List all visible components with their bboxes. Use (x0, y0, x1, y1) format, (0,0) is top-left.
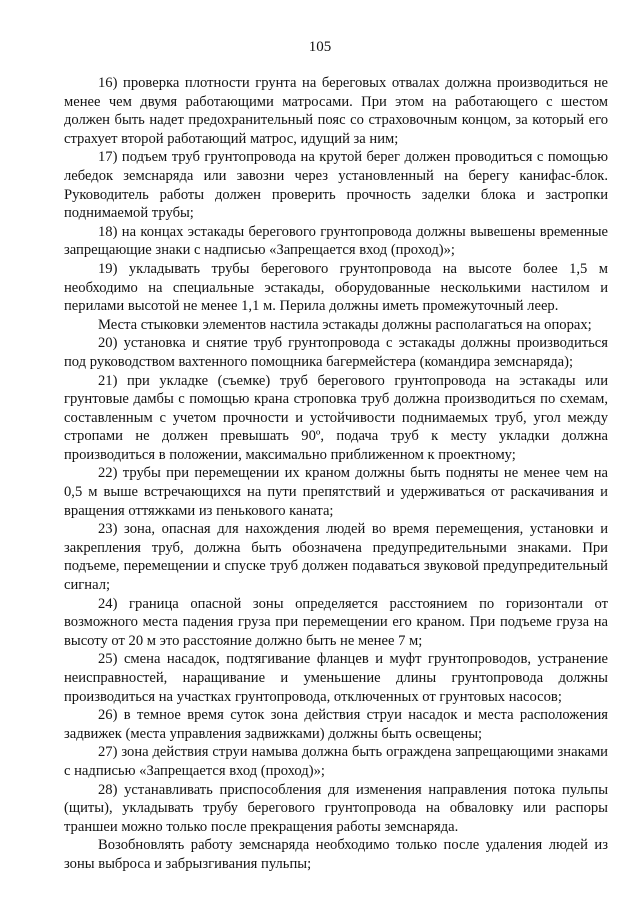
paragraph-17: 17) подъем труб грунтопровода на крутой берег должен проводиться с помощью лебедок земснаряда или завозни через установленный на берегу канифас-блок. Руководитель работы должен проверить прочность заделки блока и застропки поднимаемой трубы; (64, 149, 608, 222)
paragraph-24: 24) граница опасной зоны определяется расстоянием по горизонтали от возможного места падения груза при перемещении его краном. При подъеме груза на высоту от 20 м это расстояние должно быть не менее 7 м; (64, 595, 608, 649)
document-body (64, 74, 608, 874)
paragraph-28-continuation: Возобновлять работу земснаряда необходимо только после удаления людей из зоны выброса и забрызгивания пульпы; (64, 837, 608, 872)
paragraph-21: 21) при укладке (съемке) труб берегового грунтопровода на эстакады или грунтовые дамбы с помощью крана строповка труб должна производиться по схемам, составленным с учетом прочности и устойчивости поднимаемых труб, угол между стропами не должен превышать 90º, подача труб к месту укладки должна производиться в положении, максимально приближенном к проектному; (64, 372, 608, 463)
paragraph-28: 28) устанавливать приспособления для изменения направления потока пульпы (щиты), укладывать трубу берегового грунтопровода на обваловку или распоры траншеи можно только после прекращения работы земснаряда. (64, 781, 608, 835)
paragraph-26: 26) в темное время суток зона действия струи насадок и места расположения задвижек (места управления задвижками) должны быть освещены; (64, 707, 608, 742)
paragraph-20: 20) установка и снятие труб грунтопровода с эстакады должны производиться под руководством вахтенного помощника багермейстера (командира земснаряда); (64, 335, 608, 370)
paragraph-25: 25) смена насадок, подтягивание фланцев и муфт грунтопроводов, устранение неисправностей, наращивание и уменьшение длины грунтопровода должны производиться на участках грунтопровода, отключенных от грунтовых насосов; (64, 651, 608, 705)
paragraph-19: 19) укладывать трубы берегового грунтопровода на высоте более 1,5 м необходимо на специальные эстакады, оборудованные несколькими настилом и перилами высотой не менее 1,1 м. Перила должны иметь промежуточный леер. (64, 260, 608, 315)
paragraph-23: 23) зона, опасная для нахождения людей во время перемещения, установки и закрепления труб, должна быть обозначена предупредительными знаками. При подъеме, перемещении и спуске труб должен подаваться звуковой предупредительный сигнал; (64, 521, 608, 594)
page-number: 105 (308, 39, 332, 55)
paragraph-27: 27) зона действия струи намыва должна быть ограждена запрещающими знаками с надписью «Запрещается вход (проход)»; (64, 744, 608, 779)
paragraph-22: 22) трубы при перемещении их краном должны быть подняты не менее чем на 0,5 м выше встречающихся на пути препятствий и удерживаться от раскачивания и вращения оттяжками из пенькового каната; (64, 465, 608, 519)
paragraph-16: 16) проверка плотности грунта на береговых отвалах должна производиться не менее чем двумя работающими матросами. При этом на работающего с шестом должен быть надет предохранительный пояс со страховочным концом, за который его страхует второй работающий матрос, идущий за ним; (64, 75, 608, 147)
paragraph-19-continuation: Места стыковки элементов настила эстакады должны располагаться на опорах; (98, 316, 592, 333)
paragraph-18: 18) на концах эстакады берегового грунтопровода должны вывешены временные запрещающие знаки с надписью «Запрещается вход (проход)»; (64, 223, 608, 259)
